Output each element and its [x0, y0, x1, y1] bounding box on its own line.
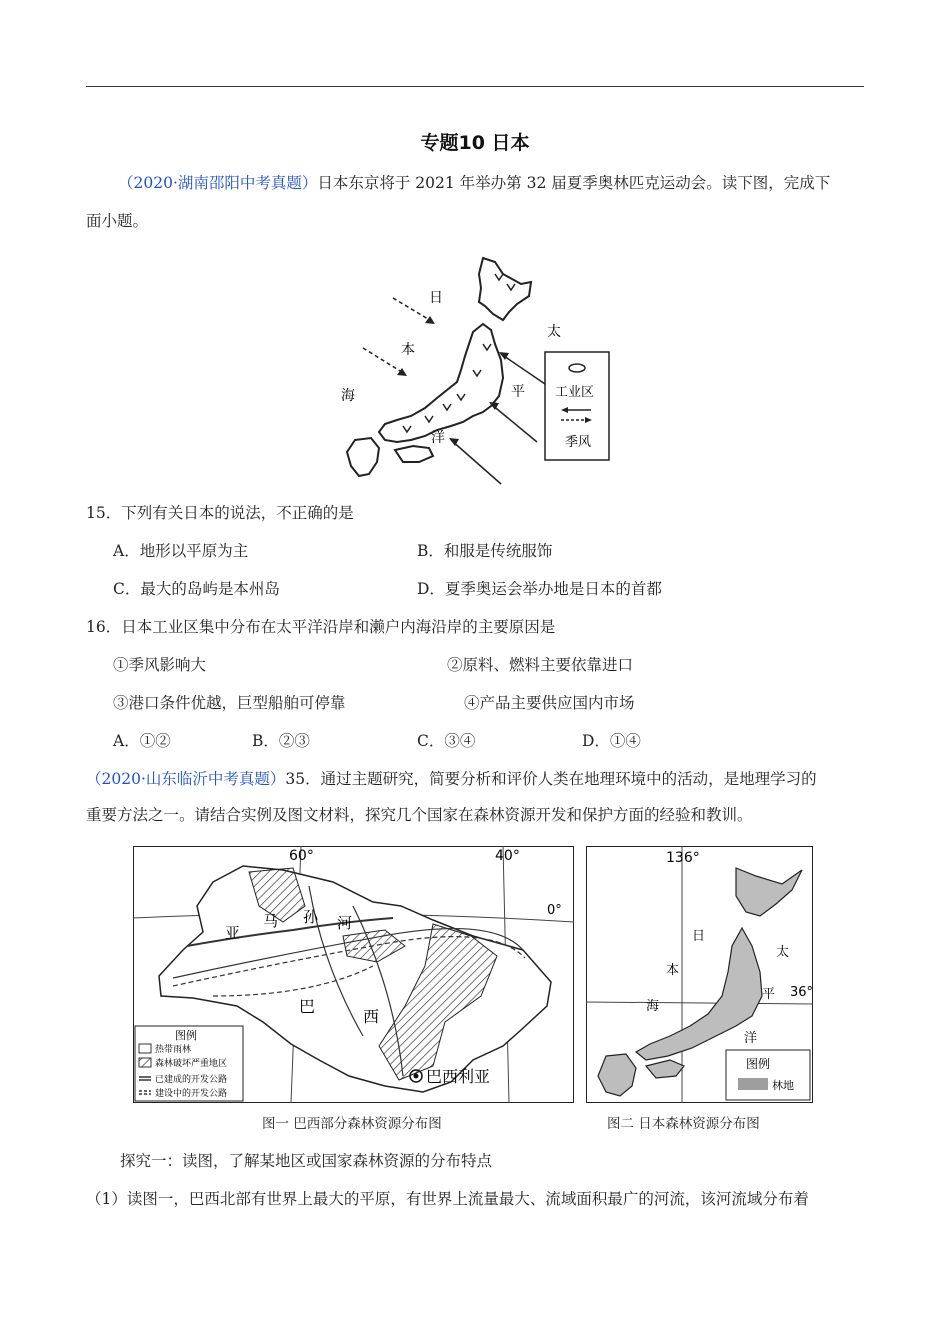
shikoku-outline [395, 446, 433, 462]
q16-statement-4: ④产品主要供应国内市场 [464, 694, 635, 712]
legend-deforest: 森林破坏严重地区 [155, 1059, 228, 1069]
source-tag: （2020·湖南邵阳中考真题） [118, 174, 318, 192]
fig2-label-yang: 洋 [744, 1031, 758, 1046]
japan-forest-map [586, 846, 813, 1103]
lat-0-label: 0° [547, 903, 562, 918]
q15-option-b[interactable]: B．和服是传统服饰 [417, 542, 553, 560]
summer-monsoon-arrows [451, 354, 545, 484]
q15-option-d[interactable]: D．夏季奥运会举办地是日本的首都 [417, 580, 662, 598]
q-intro-1-line2: 面小题。 [86, 212, 149, 230]
legend-industry-symbol [569, 364, 585, 372]
legend-road-built: 已建成的开发公路 [155, 1075, 228, 1085]
fig2-label-hai: 海 [646, 999, 660, 1014]
source-tag: （2020·山东临沂中考真题） [86, 770, 286, 788]
map1-label-yang: 洋 [431, 430, 445, 446]
q35-line1 [86, 772, 817, 787]
legend-deforest-swatch [139, 1058, 151, 1067]
legend-monsoon-label: 季风 [565, 435, 592, 450]
capital-symbol-inner [414, 1074, 419, 1079]
kyushu-outline [347, 438, 379, 476]
q15-option-c[interactable]: C．最大的岛屿是本州岛 [113, 580, 280, 598]
map1-label-ri: 日 [429, 290, 443, 306]
lon-136-label: 136° [666, 850, 700, 866]
sub-question-1: （1）读图一，巴西北部有世界上最大的平原，有世界上流量最大、流域面积最广的河流，该河流域分布着 [86, 1190, 809, 1208]
river-char-3: 孙 [303, 908, 319, 926]
legend-rainforest-swatch [139, 1044, 151, 1053]
winter-monsoon-arrows [363, 298, 433, 374]
q35-line2: 重要方法之一。请结合实例及图文材料，探究几个国家在森林资源开发和保护方面的经验和教训。 [86, 806, 753, 824]
q16-stem: 16．日本工业区集中分布在太平洋沿岸和濑户内海沿岸的主要原因是 [86, 618, 556, 636]
river-char-4: 河 [337, 914, 353, 932]
page-title: 专题10 日本 [420, 132, 530, 154]
map1-label-hai: 海 [341, 388, 355, 404]
legend-rainforest: 热带雨林 [155, 1045, 192, 1055]
legend-arrowhead-dashed [585, 417, 592, 423]
legend-arrowhead-solid [561, 407, 568, 413]
map1-label-ben: 本 [401, 342, 415, 358]
intro-text: 日本东京将于 2021 年举办第 32 届夏季奥林匹克运动会。读下图，完成下 [317, 174, 831, 192]
fig2-label-ri: 日 [692, 929, 706, 944]
brazil-forest-map [133, 846, 574, 1103]
brazil-label-1: 巴 [299, 997, 316, 1016]
legend-forest-label: 林地 [772, 1079, 794, 1092]
q15-stem: 15．下列有关日本的说法，不正确的是 [86, 504, 354, 522]
q16-option-b[interactable]: B．②③ [252, 732, 310, 750]
q15-option-a[interactable]: A．地形以平原为主 [113, 542, 249, 560]
q16-statement-1: ①季风影响大 [113, 656, 207, 674]
q16-option-d[interactable]: D．①④ [582, 732, 641, 750]
top-rule [86, 86, 864, 87]
japan-industry-map [333, 244, 623, 486]
fig2-label-ping: 平 [762, 987, 776, 1002]
q16-statement-2: ②原料、燃料主要依靠进口 [447, 656, 634, 674]
legend-industry-label: 工业区 [555, 385, 595, 400]
legend-road-planned: 建设中的开发公路 [155, 1089, 228, 1099]
fig1-caption: 图一 巴西部分森林资源分布图 [262, 1116, 442, 1132]
capital-label: 巴西利亚 [426, 1067, 491, 1086]
explore-1-heading: 探究一：读图，了解某地区或国家森林资源的分布特点 [120, 1152, 493, 1170]
q-intro-1-line1 [118, 176, 830, 191]
q35-text: 35．通过主题研究，简要分析和评价人类在地理环境中的活动，是地理学习的 [285, 770, 817, 788]
river-char-1: 亚 [225, 924, 241, 942]
map1-label-ping: 平 [511, 384, 525, 400]
brazil-label-2: 西 [363, 1007, 380, 1026]
river-char-2: 马 [263, 912, 279, 930]
lat-36-label: 36° [790, 985, 813, 1000]
fig2-caption: 图二 日本森林资源分布图 [607, 1116, 760, 1132]
legend-forest-swatch [738, 1078, 768, 1090]
honshu-outline [379, 324, 503, 442]
lon-60-label: 60° [289, 848, 314, 864]
fig2-legend-title: 图例 [746, 1057, 771, 1071]
winter-arrowhead-1 [425, 316, 435, 324]
lon-40-label: 40° [495, 848, 520, 864]
fig1-legend-title: 图例 [175, 1029, 197, 1042]
winter-arrowhead-2 [397, 368, 407, 376]
q16-option-c[interactable]: C．③④ [417, 732, 476, 750]
q16-statement-3: ③港口条件优越，巨型船舶可停靠 [113, 694, 346, 712]
fig2-label-ben: 本 [666, 963, 680, 978]
q16-option-a[interactable]: A．①② [113, 732, 171, 750]
map1-label-tai: 太 [547, 324, 561, 340]
hokkaido-outline [479, 258, 531, 320]
fig2-label-tai: 太 [776, 945, 790, 960]
